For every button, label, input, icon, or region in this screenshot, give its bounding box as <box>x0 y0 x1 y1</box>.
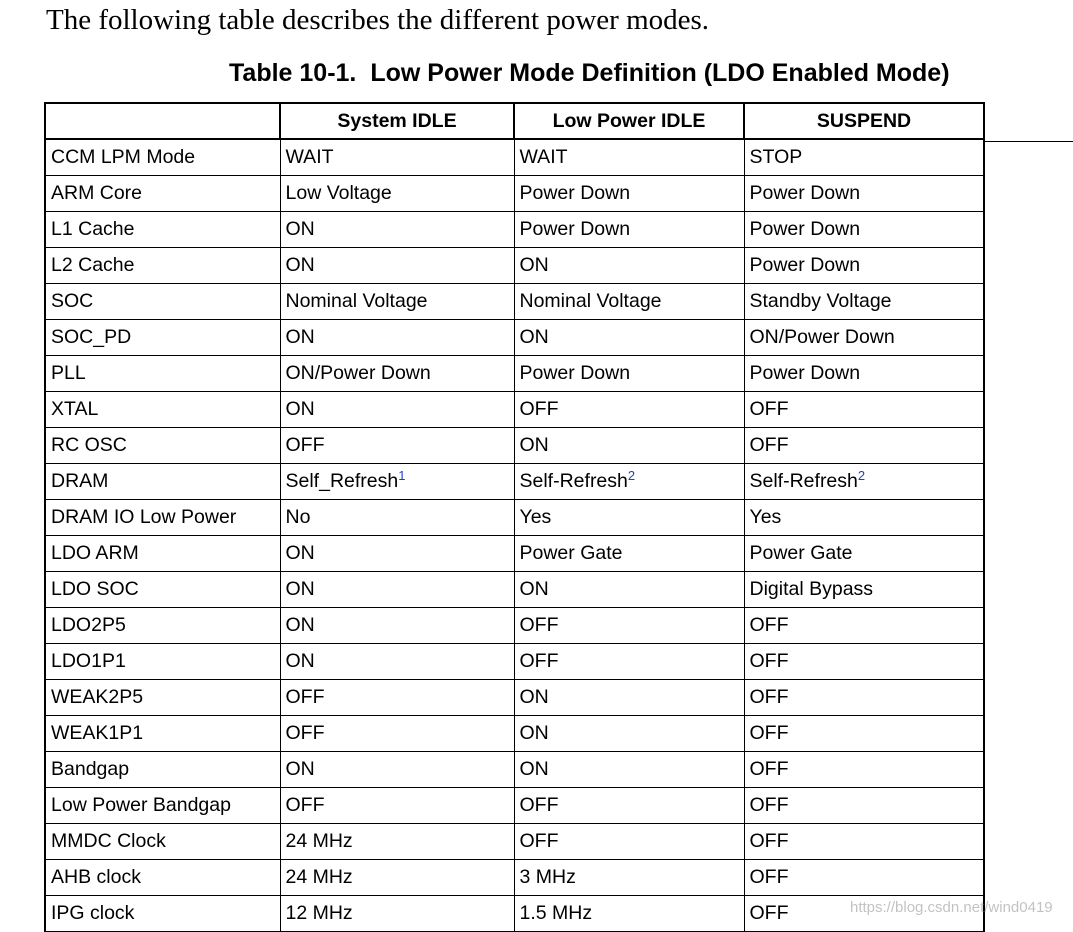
table-cell <box>280 788 514 824</box>
row-label: SOC_PD <box>45 320 280 356</box>
table-cell <box>514 536 744 572</box>
cell-value: ON <box>285 254 315 276</box>
cell-value: ON <box>519 578 549 600</box>
cell-value: ON <box>519 326 549 348</box>
cell-value: ON <box>285 758 315 780</box>
cell-value: 1.5 MHz <box>519 902 593 924</box>
table-cell <box>744 644 984 680</box>
cell-value: OFF <box>749 686 789 708</box>
table-cell <box>280 572 514 608</box>
cell-value: Power Gate <box>749 542 853 564</box>
cell-value: Nominal Voltage <box>285 290 428 312</box>
row-label: L1 Cache <box>45 212 280 248</box>
table-cell <box>514 680 744 716</box>
table-row <box>45 212 984 248</box>
table-cell <box>514 716 744 752</box>
cell-value: OFF <box>749 902 789 924</box>
table-cell <box>514 644 744 680</box>
table-caption <box>229 56 950 90</box>
table-cell <box>744 320 984 356</box>
table-row <box>45 752 984 788</box>
table-cell <box>744 284 984 320</box>
cell-value: OFF <box>519 614 559 636</box>
table-row <box>45 860 984 896</box>
table-cell <box>514 752 744 788</box>
cell-value: OFF <box>285 794 325 816</box>
table-cell <box>514 284 744 320</box>
cell-value: OFF <box>749 650 789 672</box>
table-cell <box>744 860 984 896</box>
table-cell <box>514 824 744 860</box>
cell-value: No <box>285 506 311 528</box>
cell-value: ON <box>285 326 315 348</box>
row-label: WEAK1P1 <box>45 716 280 752</box>
table-title: Low Power Mode Definition (LDO Enabled Mode) <box>370 59 950 87</box>
table-cell <box>744 248 984 284</box>
cell-value: ON <box>519 686 549 708</box>
cell-value: STOP <box>749 146 803 168</box>
table-cell <box>280 392 514 428</box>
table-row <box>45 500 984 536</box>
table-cell <box>280 716 514 752</box>
table-cell <box>514 608 744 644</box>
cell-value: OFF <box>519 398 559 420</box>
table-header-row <box>45 103 984 139</box>
table-cell <box>744 464 984 500</box>
table-cell <box>280 860 514 896</box>
table-cell <box>280 896 514 932</box>
table-cell <box>514 572 744 608</box>
cell-value: ON <box>519 434 549 456</box>
table-cell <box>744 139 984 176</box>
table-cell <box>280 644 514 680</box>
cell-value: Power Down <box>519 218 631 240</box>
cell-value: ON/Power Down <box>749 326 895 348</box>
table-cell <box>280 176 514 212</box>
cell-value: WAIT <box>285 146 334 168</box>
table-cell <box>744 680 984 716</box>
table-cell <box>744 392 984 428</box>
table-cell <box>744 752 984 788</box>
cell-value: OFF <box>749 434 789 456</box>
row-label: WEAK2P5 <box>45 680 280 716</box>
cell-value: OFF <box>285 434 325 456</box>
cell-value: 3 MHz <box>519 866 576 888</box>
row-label: DRAM <box>45 464 280 500</box>
table-cell <box>514 788 744 824</box>
row-label: L2 Cache <box>45 248 280 284</box>
table-cell <box>280 536 514 572</box>
table-cell <box>744 536 984 572</box>
row-label: LDO SOC <box>45 572 280 608</box>
cell-value: Standby Voltage <box>749 290 892 312</box>
table-cell <box>280 428 514 464</box>
cell-value: ON <box>519 254 549 276</box>
table-cell <box>514 464 744 500</box>
table-row <box>45 644 984 680</box>
table-cell <box>514 356 744 392</box>
table-cell <box>514 428 744 464</box>
table-row <box>45 392 984 428</box>
table-cell <box>744 176 984 212</box>
cell-value: ON <box>285 542 315 564</box>
table-row <box>45 176 984 212</box>
cell-value: 24 MHz <box>285 830 353 852</box>
cell-value: ON <box>519 722 549 744</box>
cell-value: Digital Bypass <box>749 578 874 600</box>
table-cell <box>280 284 514 320</box>
table-row <box>45 572 984 608</box>
cell-value: Low Voltage <box>285 182 392 204</box>
cell-value: Power Down <box>749 182 861 204</box>
cell-value: OFF <box>749 866 789 888</box>
table-cell <box>514 248 744 284</box>
cell-value: OFF <box>285 686 325 708</box>
row-label: XTAL <box>45 392 280 428</box>
table-number: Table 10-1. <box>229 59 357 87</box>
cell-value: WAIT <box>519 146 568 168</box>
table-row <box>45 284 984 320</box>
row-label: RC OSC <box>45 428 280 464</box>
cell-value: Yes <box>749 506 782 528</box>
cell-value: Power Down <box>749 218 861 240</box>
table-row <box>45 896 984 932</box>
cell-value: 24 MHz <box>285 866 353 888</box>
table-row <box>45 788 984 824</box>
header-cell-suspend: SUSPEND <box>744 103 984 139</box>
footnote-link[interactable]: 1 <box>398 468 406 483</box>
cell-value: Self-Refresh <box>749 470 858 492</box>
cell-value: ON/Power Down <box>285 362 431 384</box>
table-cell <box>744 500 984 536</box>
row-label: Bandgap <box>45 752 280 788</box>
table-cell <box>514 896 744 932</box>
cell-value: OFF <box>285 722 325 744</box>
table-cell <box>514 139 744 176</box>
table-cell <box>744 572 984 608</box>
intro-paragraph: The following table describes the different power modes. <box>46 4 710 36</box>
cell-value: Power Down <box>519 182 631 204</box>
cell-value: OFF <box>749 758 789 780</box>
cell-value: OFF <box>749 722 789 744</box>
row-label: ARM Core <box>45 176 280 212</box>
table-cell <box>744 356 984 392</box>
table-cell <box>280 212 514 248</box>
cell-value: OFF <box>519 830 559 852</box>
row-label: CCM LPM Mode <box>45 139 280 176</box>
row-label: AHB clock <box>45 860 280 896</box>
table-row <box>45 356 984 392</box>
table-cell <box>514 500 744 536</box>
cell-value: Self_Refresh <box>285 470 399 492</box>
header-cell-system-idle: System IDLE <box>280 103 514 139</box>
table-cell <box>514 320 744 356</box>
cell-value: Power Down <box>519 362 631 384</box>
cell-value: OFF <box>749 794 789 816</box>
table-row <box>45 428 984 464</box>
table-cell <box>514 212 744 248</box>
table-cell <box>514 392 744 428</box>
cell-value: Power Gate <box>519 542 623 564</box>
cell-value: ON <box>285 614 315 636</box>
table-cell <box>280 500 514 536</box>
table-row <box>45 680 984 716</box>
row-label: MMDC Clock <box>45 824 280 860</box>
table-cell <box>744 788 984 824</box>
cell-value: OFF <box>749 830 789 852</box>
cell-value: Power Down <box>749 362 861 384</box>
row-label: SOC <box>45 284 280 320</box>
table-row <box>45 464 984 500</box>
cell-value: ON <box>285 398 315 420</box>
table-row <box>45 248 984 284</box>
table-cell <box>280 824 514 860</box>
cell-value: OFF <box>519 650 559 672</box>
table-body <box>45 139 984 932</box>
watermark: https://blog.csdn.net/wind0419 <box>850 899 1053 916</box>
footnote-link[interactable]: 2 <box>627 468 636 483</box>
cell-value: Power Down <box>749 254 861 276</box>
table-row <box>45 824 984 860</box>
row-label: LDO1P1 <box>45 644 280 680</box>
cell-value: OFF <box>519 794 559 816</box>
table-row <box>45 536 984 572</box>
row-label: LDO2P5 <box>45 608 280 644</box>
table-cell <box>280 752 514 788</box>
table-cell <box>514 176 744 212</box>
cell-value: Nominal Voltage <box>519 290 662 312</box>
cell-value: ON <box>285 578 315 600</box>
row-label: DRAM IO Low Power <box>45 500 280 536</box>
table-cell <box>514 860 744 896</box>
table-cell <box>280 320 514 356</box>
header-cell-blank <box>45 103 280 139</box>
table-cell <box>744 212 984 248</box>
footnote-link[interactable]: 2 <box>857 468 866 483</box>
cell-value: ON <box>285 218 315 240</box>
table-cell <box>280 608 514 644</box>
cell-value: ON <box>285 650 315 672</box>
table-cell <box>280 139 514 176</box>
page-rule <box>983 141 1073 142</box>
table-row <box>45 716 984 752</box>
table-cell <box>744 428 984 464</box>
table-cell <box>280 680 514 716</box>
table-row <box>45 608 984 644</box>
power-modes-table <box>44 102 985 932</box>
table-row <box>45 320 984 356</box>
row-label: PLL <box>45 356 280 392</box>
row-label: LDO ARM <box>45 536 280 572</box>
cell-value: ON <box>519 758 549 780</box>
table-cell <box>280 356 514 392</box>
table-row <box>45 139 984 176</box>
cell-value: Yes <box>519 506 552 528</box>
cell-value: OFF <box>749 398 789 420</box>
header-cell-low-power-idle: Low Power IDLE <box>514 103 744 139</box>
table-cell <box>744 608 984 644</box>
table-cell <box>280 464 514 500</box>
cell-value: Self-Refresh <box>519 470 628 492</box>
table-cell <box>280 248 514 284</box>
row-label: IPG clock <box>45 896 280 932</box>
table-cell <box>744 716 984 752</box>
cell-value: OFF <box>749 614 789 636</box>
table-cell <box>744 824 984 860</box>
row-label: Low Power Bandgap <box>45 788 280 824</box>
cell-value: 12 MHz <box>285 902 353 924</box>
